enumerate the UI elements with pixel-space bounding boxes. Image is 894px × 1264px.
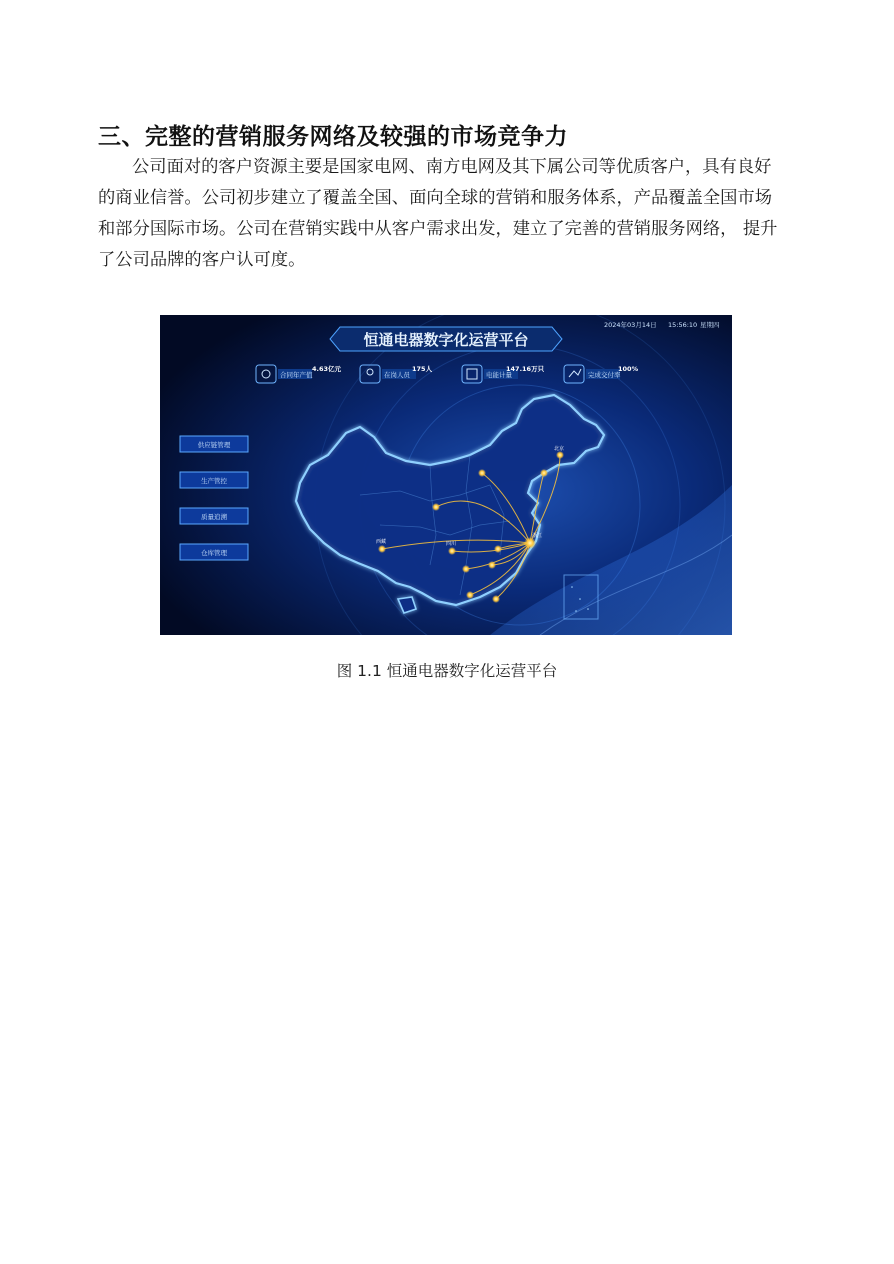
side-button [180, 544, 248, 560]
side-button-label: 仓库管理 [201, 549, 227, 557]
side-button [180, 472, 248, 488]
kpi-value: 147.16万只 [506, 365, 545, 373]
paragraph-line: 公司面对的客户资源主要是国家电网、南方电网及其下属公司等优质客户，具有良好 [132, 157, 772, 177]
dashboard-image [160, 315, 732, 635]
side-button-label: 供应链管理 [197, 441, 231, 449]
city-label: 西藏 [376, 539, 387, 545]
kpi-label: 完成交付率 [588, 371, 621, 379]
dashboard-date: 2024年03月14日 [604, 321, 657, 329]
dashboard-screenshot-figure [160, 315, 732, 635]
dashboard-title-banner [330, 327, 562, 351]
city-label: 北京 [554, 446, 565, 452]
paragraph-line: 的商业信誉。公司初步建立了覆盖全国、面向全球的营销和服务体系，产品覆盖全国市场 [98, 188, 772, 208]
paragraph-line: 和部分国际市场。公司在营销实践中从客户需求出发，建立了完善的营销服务网络， 提升 [98, 219, 778, 239]
body-paragraph [98, 152, 818, 276]
side-button [180, 508, 248, 524]
kpi-value: 100% [618, 365, 639, 373]
dashboard-title: 恒通电器数字化运营平台 [363, 331, 529, 349]
side-button [180, 436, 248, 452]
side-button-label: 生产管控 [201, 477, 227, 485]
city-label: 浙江 [532, 533, 543, 539]
paragraph-line: 了公司品牌的客户认可度。 [98, 250, 306, 270]
dashboard-weekday: 星期四 [700, 321, 720, 329]
kpi-label: 在岗人员 [384, 371, 410, 379]
kpi-label: 电能计量 [486, 371, 512, 379]
city-label: 四川 [446, 541, 457, 547]
figure-caption: 图 1.1 恒通电器数字化运营平台 [336, 662, 558, 680]
kpi-value: 175人 [412, 365, 433, 373]
kpi-value: 4.63亿元 [312, 365, 342, 373]
side-button-label: 质量追溯 [201, 513, 227, 521]
section-heading: 三、完整的营销服务网络及较强的市场竞争力 [98, 124, 568, 150]
kpi-label: 合同年产值 [280, 371, 313, 379]
dashboard-time: 15:56:10 [668, 321, 698, 329]
